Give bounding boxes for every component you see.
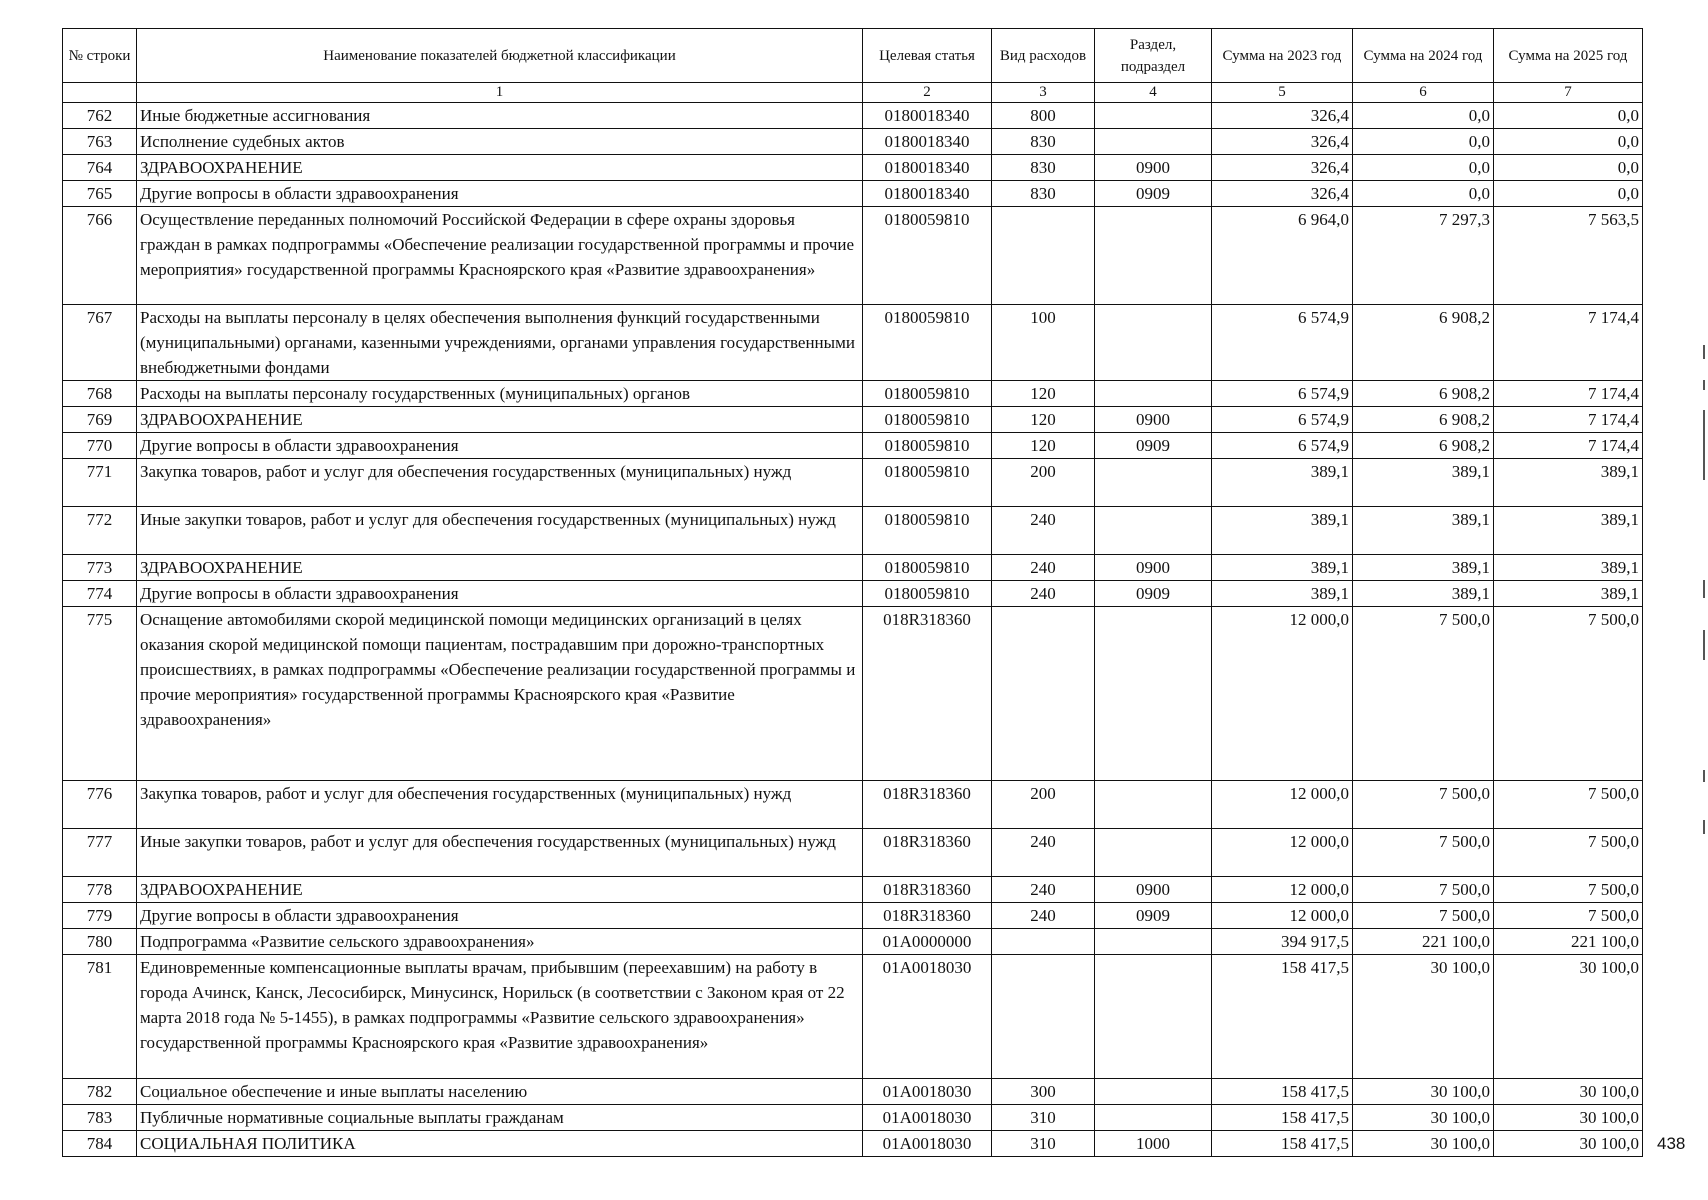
row-number: 784 bbox=[63, 1131, 137, 1157]
sum-2023: 6 574,9 bbox=[1212, 305, 1353, 381]
target-article: 0180018340 bbox=[863, 181, 992, 207]
target-article: 01А0018030 bbox=[863, 1079, 992, 1105]
sum-2025: 7 500,0 bbox=[1494, 607, 1643, 781]
expense-type: 240 bbox=[992, 555, 1095, 581]
sum-2024: 30 100,0 bbox=[1353, 1105, 1494, 1131]
sum-2025: 30 100,0 bbox=[1494, 1105, 1643, 1131]
sum-2024: 7 500,0 bbox=[1353, 829, 1494, 877]
indicator-name: Другие вопросы в области здравоохранения bbox=[137, 433, 863, 459]
table-row bbox=[63, 381, 1643, 407]
sum-2025: 389,1 bbox=[1494, 555, 1643, 581]
sum-2024: 0,0 bbox=[1353, 129, 1494, 155]
table-row bbox=[63, 1079, 1643, 1105]
sum-2024: 221 100,0 bbox=[1353, 929, 1494, 955]
sum-2025: 7 174,4 bbox=[1494, 381, 1643, 407]
row-number: 771 bbox=[63, 459, 137, 507]
sum-2023: 389,1 bbox=[1212, 555, 1353, 581]
row-number: 778 bbox=[63, 877, 137, 903]
table-row bbox=[63, 903, 1643, 929]
sum-2024: 7 500,0 bbox=[1353, 903, 1494, 929]
row-number: 767 bbox=[63, 305, 137, 381]
sum-2025: 0,0 bbox=[1494, 181, 1643, 207]
sum-2024: 30 100,0 bbox=[1353, 1079, 1494, 1105]
target-article: 01А0018030 bbox=[863, 1131, 992, 1157]
section-subsection: 0900 bbox=[1095, 155, 1212, 181]
row-number: 765 bbox=[63, 181, 137, 207]
section-subsection bbox=[1095, 607, 1212, 781]
sum-2023: 12 000,0 bbox=[1212, 781, 1353, 829]
section-subsection bbox=[1095, 129, 1212, 155]
sum-2024: 7 500,0 bbox=[1353, 877, 1494, 903]
section-subsection: 1000 bbox=[1095, 1131, 1212, 1157]
target-article: 018R318360 bbox=[863, 781, 992, 829]
expense-type: 120 bbox=[992, 381, 1095, 407]
indicator-name: Другие вопросы в области здравоохранения bbox=[137, 581, 863, 607]
sum-2023: 326,4 bbox=[1212, 129, 1353, 155]
section-subsection bbox=[1095, 829, 1212, 877]
target-article: 018R318360 bbox=[863, 829, 992, 877]
row-number: 780 bbox=[63, 929, 137, 955]
sum-2023: 6 964,0 bbox=[1212, 207, 1353, 305]
expense-type bbox=[992, 929, 1095, 955]
indicator-name: Исполнение судебных актов bbox=[137, 129, 863, 155]
table-row bbox=[63, 1105, 1643, 1131]
sum-2025: 389,1 bbox=[1494, 581, 1643, 607]
indicator-name: Оснащение автомобилями скорой медицинской помощи медицинских организаций в целях оказания скорой медицинской помощи пациентам, пострадавшим при дорожно-транспортных происшествиях, в рамках подпрограммы «Обеспечение реализации государственной программы и прочие мероприятия» государственной программы Красноярского края «Развитие здравоохранения» bbox=[137, 607, 863, 781]
column-number: 1 bbox=[137, 83, 863, 103]
row-number: 768 bbox=[63, 381, 137, 407]
expense-type: 800 bbox=[992, 103, 1095, 129]
target-article: 01А0018030 bbox=[863, 955, 992, 1079]
row-number: 769 bbox=[63, 407, 137, 433]
header-row bbox=[63, 29, 1643, 83]
scan-margin-marks bbox=[1700, 0, 1708, 1200]
sum-2025: 7 563,5 bbox=[1494, 207, 1643, 305]
row-number: 777 bbox=[63, 829, 137, 877]
target-article: 0180059810 bbox=[863, 581, 992, 607]
table-row bbox=[63, 581, 1643, 607]
table-row bbox=[63, 459, 1643, 507]
table-row bbox=[63, 433, 1643, 459]
sum-2025: 7 174,4 bbox=[1494, 305, 1643, 381]
target-article: 018R318360 bbox=[863, 607, 992, 781]
page-number: 438 bbox=[1657, 1134, 1686, 1153]
expense-type bbox=[992, 207, 1095, 305]
table-row bbox=[63, 607, 1643, 781]
target-article: 0180018340 bbox=[863, 155, 992, 181]
sum-2023: 12 000,0 bbox=[1212, 877, 1353, 903]
target-article: 0180059810 bbox=[863, 407, 992, 433]
expense-type: 310 bbox=[992, 1131, 1095, 1157]
table-row bbox=[63, 181, 1643, 207]
sum-2025: 7 500,0 bbox=[1494, 829, 1643, 877]
target-article: 0180018340 bbox=[863, 129, 992, 155]
table-row bbox=[63, 955, 1643, 1079]
expense-type: 240 bbox=[992, 877, 1095, 903]
section-subsection bbox=[1095, 207, 1212, 305]
expense-type: 310 bbox=[992, 1105, 1095, 1131]
table-row bbox=[63, 305, 1643, 381]
header-name: Наименование показателей бюджетной классификации bbox=[137, 29, 863, 83]
indicator-name: ЗДРАВООХРАНЕНИЕ bbox=[137, 877, 863, 903]
indicator-name: ЗДРАВООХРАНЕНИЕ bbox=[137, 407, 863, 433]
expense-type: 100 bbox=[992, 305, 1095, 381]
column-number-row bbox=[63, 83, 1643, 103]
target-article: 018R318360 bbox=[863, 877, 992, 903]
sum-2025: 0,0 bbox=[1494, 103, 1643, 129]
target-article: 0180059810 bbox=[863, 507, 992, 555]
section-subsection bbox=[1095, 103, 1212, 129]
sum-2023: 158 417,5 bbox=[1212, 1079, 1353, 1105]
expense-type: 830 bbox=[992, 129, 1095, 155]
table-row bbox=[63, 207, 1643, 305]
section-subsection bbox=[1095, 929, 1212, 955]
sum-2025: 7 500,0 bbox=[1494, 903, 1643, 929]
expense-type bbox=[992, 955, 1095, 1079]
sum-2025: 30 100,0 bbox=[1494, 1079, 1643, 1105]
row-number: 774 bbox=[63, 581, 137, 607]
header-expense-type: Вид расходов bbox=[992, 29, 1095, 83]
section-subsection bbox=[1095, 781, 1212, 829]
table-row bbox=[63, 103, 1643, 129]
indicator-name: Другие вопросы в области здравоохранения bbox=[137, 903, 863, 929]
sum-2024: 6 908,2 bbox=[1353, 381, 1494, 407]
table-row bbox=[63, 1131, 1643, 1157]
section-subsection bbox=[1095, 507, 1212, 555]
table-row bbox=[63, 555, 1643, 581]
sum-2025: 389,1 bbox=[1494, 507, 1643, 555]
sum-2023: 389,1 bbox=[1212, 459, 1353, 507]
header-section: Раздел, подраздел bbox=[1095, 29, 1212, 83]
indicator-name: Публичные нормативные социальные выплаты гражданам bbox=[137, 1105, 863, 1131]
target-article: 0180059810 bbox=[863, 433, 992, 459]
expense-type: 120 bbox=[992, 433, 1095, 459]
sum-2023: 158 417,5 bbox=[1212, 1131, 1353, 1157]
sum-2024: 389,1 bbox=[1353, 581, 1494, 607]
table-row bbox=[63, 781, 1643, 829]
header-row-no: № строки bbox=[63, 29, 137, 83]
sum-2023: 12 000,0 bbox=[1212, 829, 1353, 877]
indicator-name: Расходы на выплаты персоналу государственных (муниципальных) органов bbox=[137, 381, 863, 407]
sum-2024: 7 500,0 bbox=[1353, 781, 1494, 829]
sum-2025: 7 174,4 bbox=[1494, 407, 1643, 433]
section-subsection: 0900 bbox=[1095, 877, 1212, 903]
target-article: 0180018340 bbox=[863, 103, 992, 129]
sum-2024: 7 297,3 bbox=[1353, 207, 1494, 305]
indicator-name: Закупка товаров, работ и услуг для обеспечения государственных (муниципальных) нужд bbox=[137, 459, 863, 507]
expense-type: 240 bbox=[992, 903, 1095, 929]
indicator-name: ЗДРАВООХРАНЕНИЕ bbox=[137, 555, 863, 581]
sum-2023: 12 000,0 bbox=[1212, 607, 1353, 781]
sum-2024: 0,0 bbox=[1353, 103, 1494, 129]
row-number: 783 bbox=[63, 1105, 137, 1131]
sum-2024: 389,1 bbox=[1353, 459, 1494, 507]
sum-2025: 7 174,4 bbox=[1494, 433, 1643, 459]
indicator-name: Иные закупки товаров, работ и услуг для обеспечения государственных (муниципальных) нужд bbox=[137, 829, 863, 877]
sum-2024: 7 500,0 bbox=[1353, 607, 1494, 781]
sum-2024: 6 908,2 bbox=[1353, 433, 1494, 459]
sum-2023: 326,4 bbox=[1212, 103, 1353, 129]
expense-type: 120 bbox=[992, 407, 1095, 433]
section-subsection bbox=[1095, 1105, 1212, 1131]
sum-2024: 389,1 bbox=[1353, 555, 1494, 581]
header-target-article: Целевая статья bbox=[863, 29, 992, 83]
sum-2023: 158 417,5 bbox=[1212, 1105, 1353, 1131]
section-subsection: 0909 bbox=[1095, 903, 1212, 929]
row-number: 763 bbox=[63, 129, 137, 155]
row-number: 766 bbox=[63, 207, 137, 305]
column-number: 5 bbox=[1212, 83, 1353, 103]
indicator-name: Закупка товаров, работ и услуг для обеспечения государственных (муниципальных) нужд bbox=[137, 781, 863, 829]
section-subsection: 0900 bbox=[1095, 555, 1212, 581]
row-number: 764 bbox=[63, 155, 137, 181]
indicator-name: Подпрограмма «Развитие сельского здравоохранения» bbox=[137, 929, 863, 955]
column-number: 6 bbox=[1353, 83, 1494, 103]
section-subsection bbox=[1095, 955, 1212, 1079]
section-subsection: 0909 bbox=[1095, 581, 1212, 607]
sum-2025: 7 500,0 bbox=[1494, 877, 1643, 903]
target-article: 01А0018030 bbox=[863, 1105, 992, 1131]
sum-2024: 30 100,0 bbox=[1353, 1131, 1494, 1157]
header-sum-2025: Сумма на 2025 год bbox=[1494, 29, 1643, 83]
target-article: 0180059810 bbox=[863, 305, 992, 381]
sum-2025: 7 500,0 bbox=[1494, 781, 1643, 829]
sum-2023: 389,1 bbox=[1212, 507, 1353, 555]
sum-2023: 326,4 bbox=[1212, 155, 1353, 181]
section-subsection: 0900 bbox=[1095, 407, 1212, 433]
row-number: 775 bbox=[63, 607, 137, 781]
section-subsection: 0909 bbox=[1095, 181, 1212, 207]
header-sum-2024: Сумма на 2024 год bbox=[1353, 29, 1494, 83]
expense-type: 830 bbox=[992, 181, 1095, 207]
expense-type: 200 bbox=[992, 781, 1095, 829]
expense-type: 300 bbox=[992, 1079, 1095, 1105]
sum-2023: 158 417,5 bbox=[1212, 955, 1353, 1079]
table-row bbox=[63, 407, 1643, 433]
indicator-name: Единовременные компенсационные выплаты врачам, прибывшим (переехавшим) на работу в города Ачинск, Канск, Лесосибирск, Минусинск, Норильск (в соответствии с Законом края от 22 марта 2018 года № 5-1455), в рамках подпрограммы «Развитие сельского здравоохранения» государственной программы Красноярского края «Развитие здравоохранения» bbox=[137, 955, 863, 1079]
sum-2024: 0,0 bbox=[1353, 181, 1494, 207]
expense-type: 830 bbox=[992, 155, 1095, 181]
sum-2023: 6 574,9 bbox=[1212, 407, 1353, 433]
sum-2023: 394 917,5 bbox=[1212, 929, 1353, 955]
table-row bbox=[63, 829, 1643, 877]
section-subsection bbox=[1095, 305, 1212, 381]
sum-2023: 6 574,9 bbox=[1212, 381, 1353, 407]
indicator-name: Иные закупки товаров, работ и услуг для обеспечения государственных (муниципальных) нужд bbox=[137, 507, 863, 555]
expense-type: 200 bbox=[992, 459, 1095, 507]
section-subsection bbox=[1095, 381, 1212, 407]
budget-table bbox=[62, 28, 1643, 1157]
row-number: 781 bbox=[63, 955, 137, 1079]
column-number-blank bbox=[63, 83, 137, 103]
sum-2023: 12 000,0 bbox=[1212, 903, 1353, 929]
header-sum-2023: Сумма на 2023 год bbox=[1212, 29, 1353, 83]
indicator-name: Иные бюджетные ассигнования bbox=[137, 103, 863, 129]
indicator-name: Социальное обеспечение и иные выплаты населению bbox=[137, 1079, 863, 1105]
table-row bbox=[63, 155, 1643, 181]
column-number: 7 bbox=[1494, 83, 1643, 103]
expense-type: 240 bbox=[992, 829, 1095, 877]
sum-2025: 0,0 bbox=[1494, 129, 1643, 155]
row-number: 779 bbox=[63, 903, 137, 929]
sum-2025: 221 100,0 bbox=[1494, 929, 1643, 955]
row-number: 770 bbox=[63, 433, 137, 459]
target-article: 0180059810 bbox=[863, 207, 992, 305]
column-number: 4 bbox=[1095, 83, 1212, 103]
expense-type: 240 bbox=[992, 507, 1095, 555]
indicator-name: СОЦИАЛЬНАЯ ПОЛИТИКА bbox=[137, 1131, 863, 1157]
sum-2025: 30 100,0 bbox=[1494, 1131, 1643, 1157]
sum-2024: 0,0 bbox=[1353, 155, 1494, 181]
section-subsection bbox=[1095, 459, 1212, 507]
column-number: 3 bbox=[992, 83, 1095, 103]
row-number: 782 bbox=[63, 1079, 137, 1105]
target-article: 0180059810 bbox=[863, 381, 992, 407]
row-number: 773 bbox=[63, 555, 137, 581]
table-row bbox=[63, 929, 1643, 955]
table-row bbox=[63, 129, 1643, 155]
indicator-name: Расходы на выплаты персоналу в целях обеспечения выполнения функций государственными (муниципальными) органами, казенными учреждениями, органами управления государственными внебюджетными фондами bbox=[137, 305, 863, 381]
sum-2024: 30 100,0 bbox=[1353, 955, 1494, 1079]
target-article: 0180059810 bbox=[863, 555, 992, 581]
sum-2024: 6 908,2 bbox=[1353, 407, 1494, 433]
indicator-name: Осуществление переданных полномочий Российской Федерации в сфере охраны здоровья граждан в рамках подпрограммы «Обеспечение реализации государственной программы и прочие мероприятия» государственной программы Красноярского края «Развитие здравоохранения» bbox=[137, 207, 863, 305]
section-subsection: 0909 bbox=[1095, 433, 1212, 459]
column-number: 2 bbox=[863, 83, 992, 103]
sum-2025: 0,0 bbox=[1494, 155, 1643, 181]
sum-2025: 30 100,0 bbox=[1494, 955, 1643, 1079]
sum-2024: 6 908,2 bbox=[1353, 305, 1494, 381]
row-number: 772 bbox=[63, 507, 137, 555]
row-number: 762 bbox=[63, 103, 137, 129]
indicator-name: Другие вопросы в области здравоохранения bbox=[137, 181, 863, 207]
sum-2023: 326,4 bbox=[1212, 181, 1353, 207]
sum-2023: 6 574,9 bbox=[1212, 433, 1353, 459]
target-article: 0180059810 bbox=[863, 459, 992, 507]
table-row bbox=[63, 507, 1643, 555]
expense-type: 240 bbox=[992, 581, 1095, 607]
sum-2024: 389,1 bbox=[1353, 507, 1494, 555]
expense-type bbox=[992, 607, 1095, 781]
row-number: 776 bbox=[63, 781, 137, 829]
indicator-name: ЗДРАВООХРАНЕНИЕ bbox=[137, 155, 863, 181]
target-article: 01А0000000 bbox=[863, 929, 992, 955]
target-article: 018R318360 bbox=[863, 903, 992, 929]
sum-2025: 389,1 bbox=[1494, 459, 1643, 507]
table-row bbox=[63, 877, 1643, 903]
sum-2023: 389,1 bbox=[1212, 581, 1353, 607]
section-subsection bbox=[1095, 1079, 1212, 1105]
